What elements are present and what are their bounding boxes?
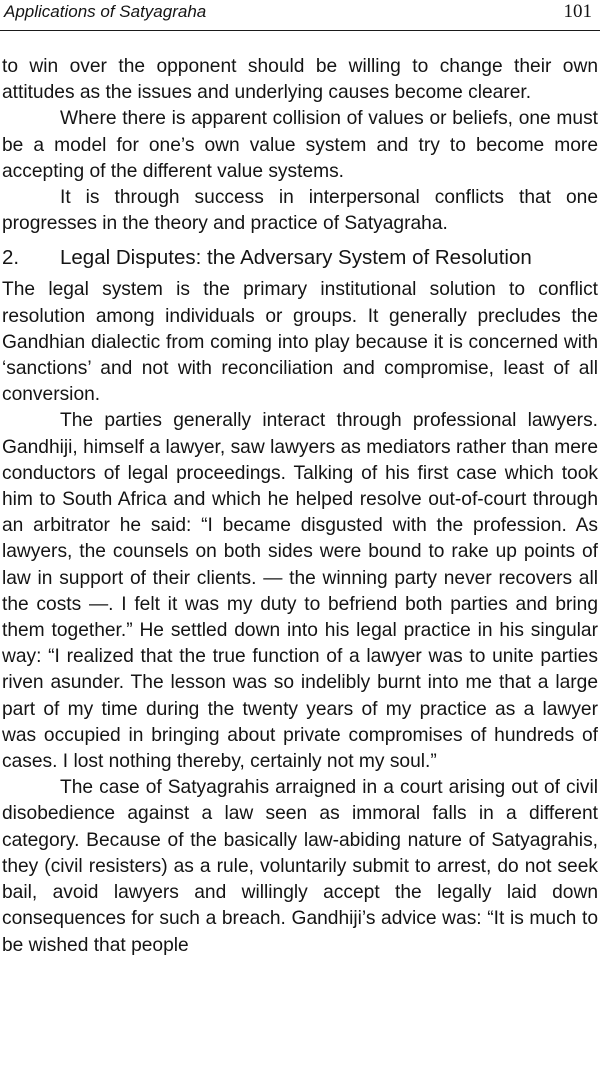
paragraph-continuation: to win over the opponent should be willing to change their own attitudes as the issues and underlying causes become clearer. xyxy=(2,56,598,104)
running-head: Applications of Satyagraha xyxy=(4,2,207,21)
paragraph-satyagrahis: The case of Satyagrahis arraigned in a court arising out of civil disobedience against a law seen as immoral falls in a different category. Because of the basically law-abiding nature of Satyagrahis, they (civil resisters) as a rule, voluntarily submit to arrest, do not seek bail, avoid lawyers and willingly accept the legally laid down consequences for such a breach. Gandhiji’s advice was: “It is much to be wished that people xyxy=(2,777,598,956)
section-title: Legal Disputes: the Adversary System of Resolution xyxy=(60,246,532,270)
paragraph-lawyers: The parties generally interact through professional lawyers. Gandhiji, himself a lawyer, saw lawyers as mediators rather than mere conductors of legal proceedings. Talking of his first case which took him to South Africa and which he helped resolve out-of-court through an arbitrator he said: “I became disgusted with the profession. As lawyers, the counsels on both sides were bound to rake up points of law in support of their clients. — the winning party never recovers all the costs —. I felt it was my duty to befriend both parties and bring them together.” He settled down into his legal practice in his singular way: “I realized that the true function of a lawyer was to unite parties riven asunder. The lesson was so indelibly burnt into me that a large part of my time during the twenty years of my practice as a lawyer was occupied in bringing about private compromises of hundreds of cases. I lost nothing thereby, certainly not my soul.” xyxy=(2,410,598,773)
paragraph-interpersonal: It is through success in interpersonal conflicts that one progresses in the theory and practice of Satyagraha. xyxy=(2,187,598,235)
section-heading xyxy=(2,243,598,273)
paragraph-legal-system: The legal system is the primary institutional solution to conflict resolution among individuals or groups. It generally precludes the Gandhian dialectic from coming into play because it is concerned with ‘sanctions’ and not with reconciliation and compromise, least of all conversion. xyxy=(2,279,598,406)
page-number: 101 xyxy=(563,1,592,22)
page-body xyxy=(2,54,598,959)
section-number: 2. xyxy=(2,246,20,270)
page-header xyxy=(0,0,600,31)
paragraph-values: Where there is apparent collision of values or beliefs, one must be a model for one’s own value system and try to become more accepting of the different value systems. xyxy=(2,108,598,182)
